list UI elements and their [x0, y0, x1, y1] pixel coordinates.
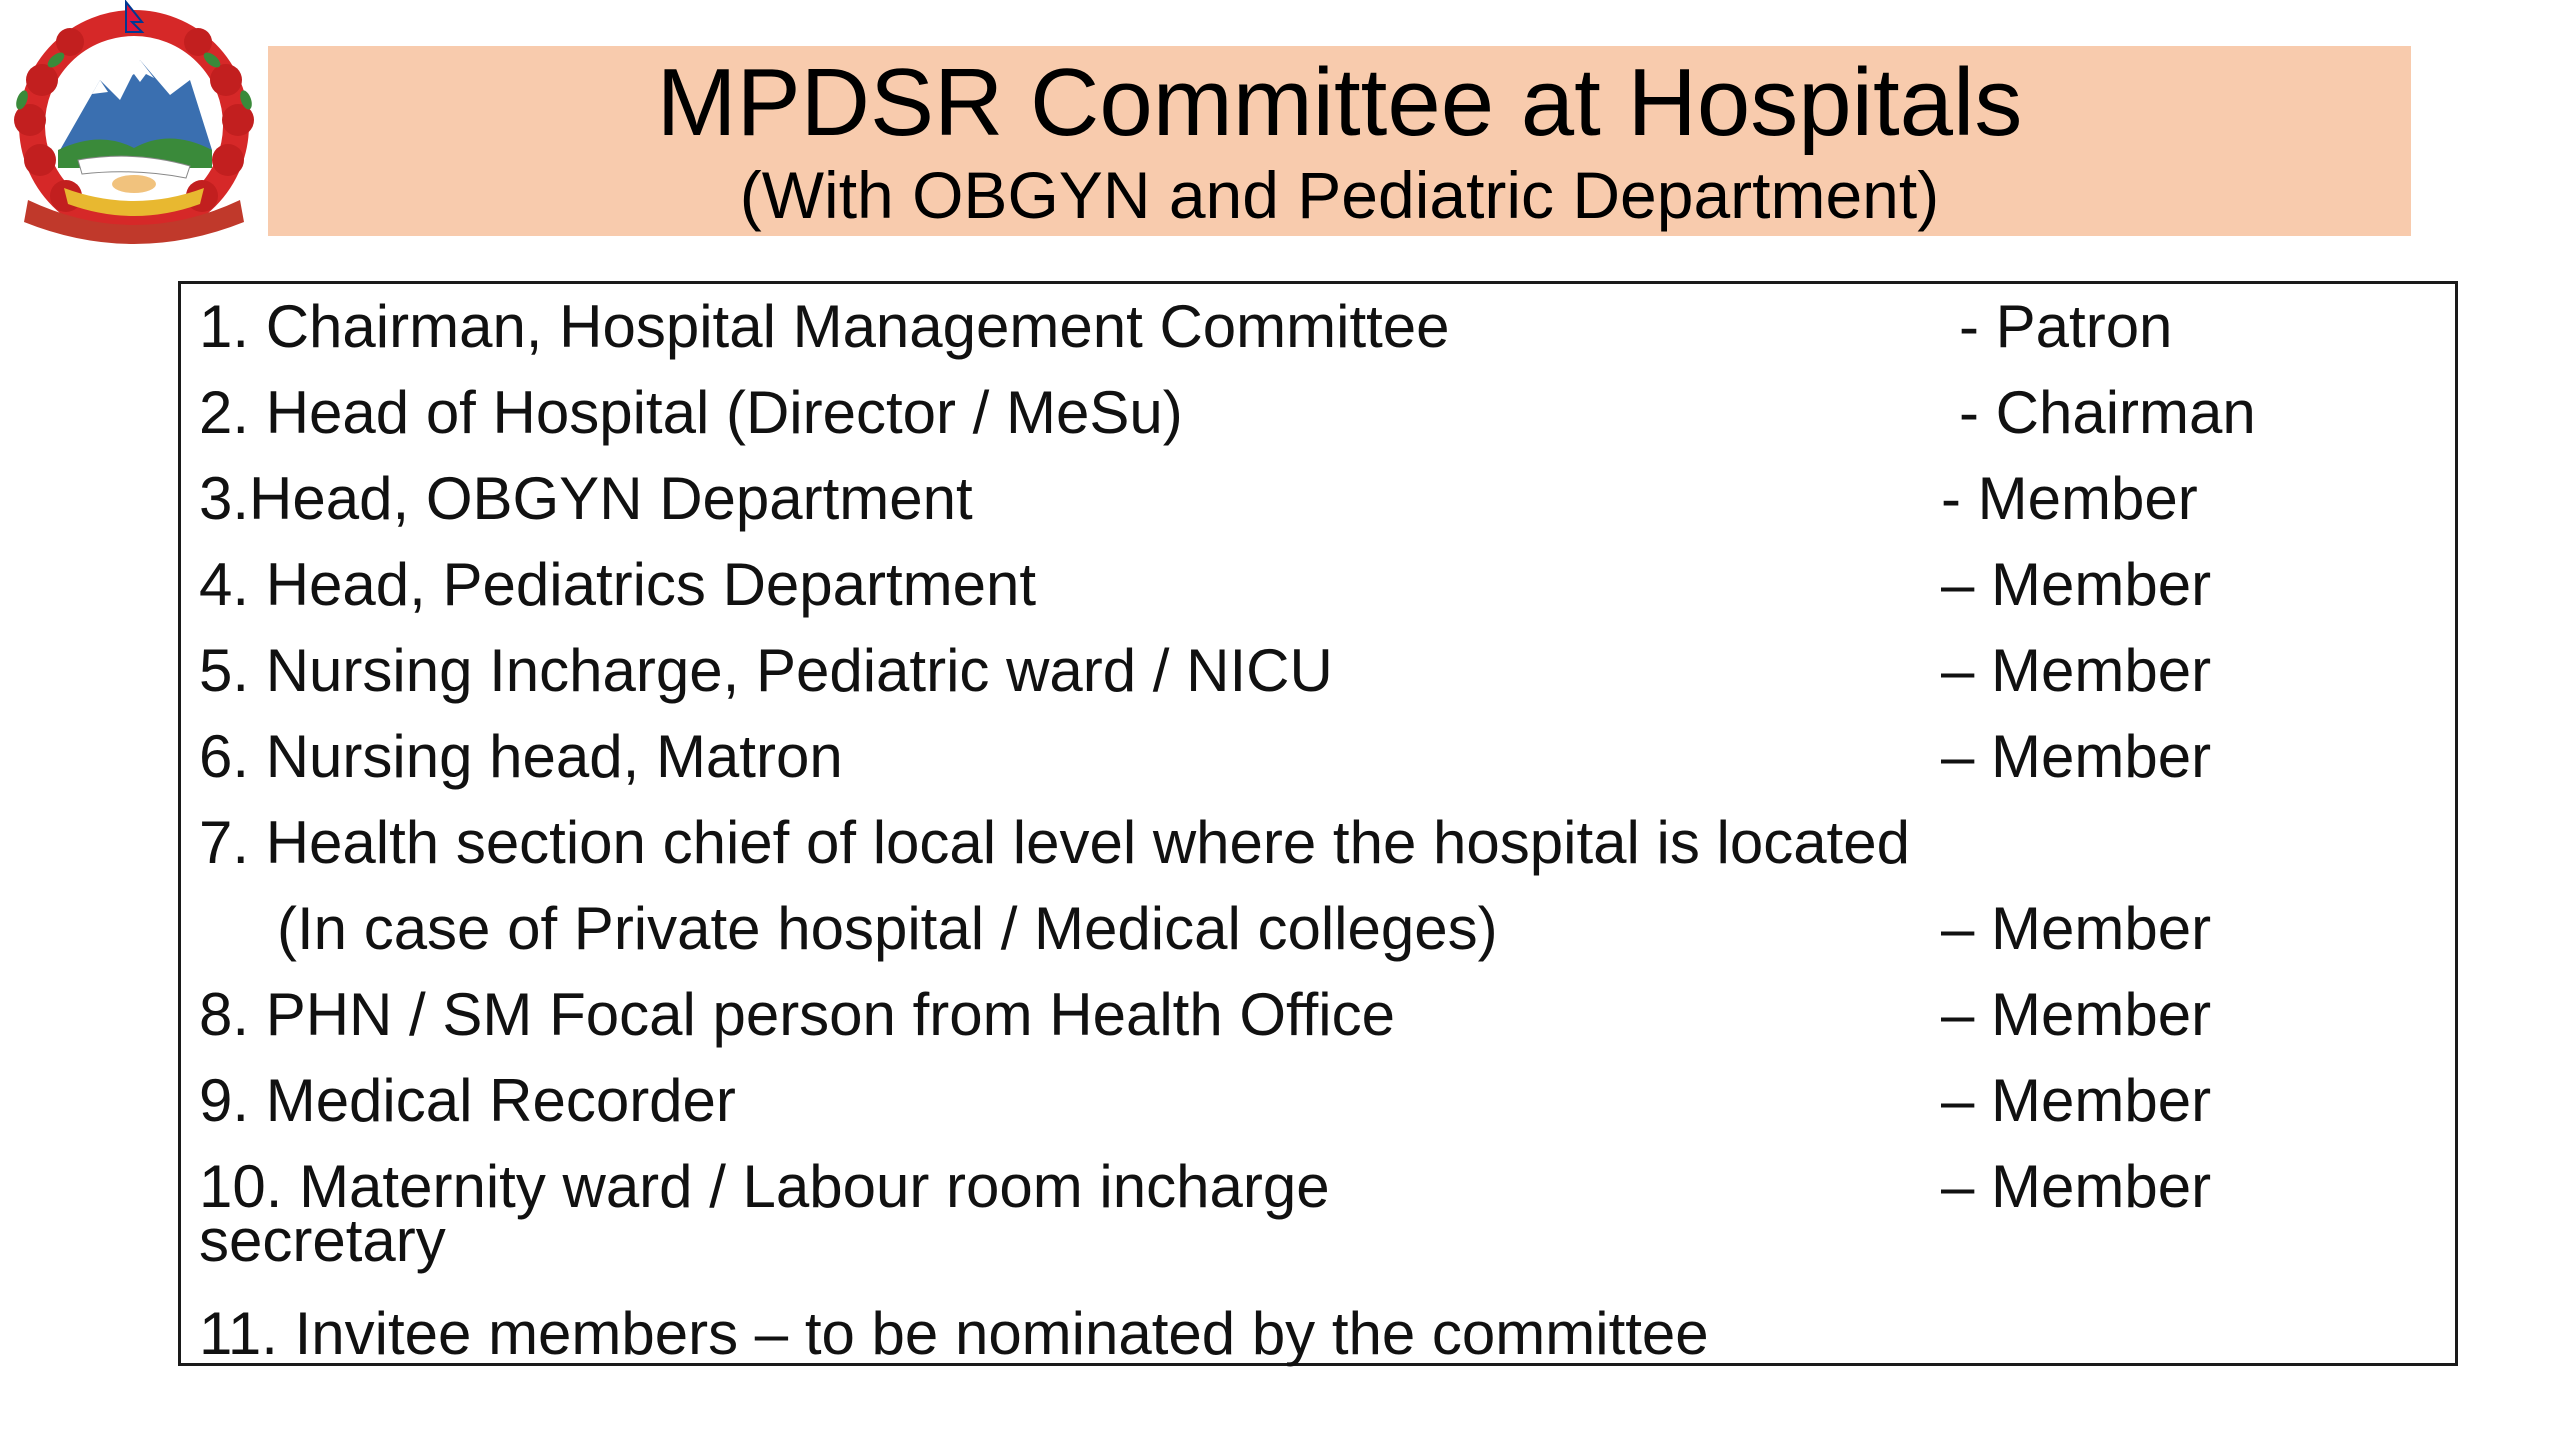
member-label: 5. Nursing Incharge, Pediatric ward / NICU — [199, 637, 1333, 704]
list-item — [181, 1294, 2455, 1374]
list-item — [181, 1147, 2455, 1227]
list-item — [181, 545, 2455, 625]
member-label: 2. Head of Hospital (Director / MeSu) — [199, 379, 1183, 446]
list-item — [181, 631, 2455, 711]
member-role: - Member — [1941, 465, 2198, 532]
member-label: 1. Chairman, Hospital Management Committee — [199, 293, 1450, 360]
nepal-emblem-icon — [0, 0, 268, 245]
member-role: – Member — [1941, 1067, 2212, 1134]
list-item — [181, 889, 2455, 969]
member-role: – Member — [1941, 723, 2212, 790]
page-subtitle: (With OBGYN and Pediatric Department) — [739, 158, 1940, 232]
page-title: MPDSR Committee at Hospitals — [656, 49, 2023, 156]
member-role: – Member — [1941, 1153, 2212, 1220]
member-role: – Member — [1941, 637, 2212, 704]
member-label: 9. Medical Recorder — [199, 1067, 736, 1134]
list-item — [181, 975, 2455, 1055]
list-item — [181, 717, 2455, 797]
member-label: 8. PHN / SM Focal person from Health Office — [199, 981, 1395, 1048]
member-role: - Patron — [1959, 293, 2173, 360]
list-item — [181, 373, 2455, 453]
member-label: 7. Health section chief of local level where the hospital is located — [199, 809, 1910, 876]
member-label: 3.Head, OBGYN Department — [199, 465, 973, 532]
list-item — [181, 459, 2455, 539]
member-role: - Chairman — [1959, 379, 2256, 446]
member-label: 4. Head, Pediatrics Department — [199, 551, 1037, 618]
list-item — [181, 803, 2455, 883]
member-role: – Member — [1941, 895, 2212, 962]
list-item — [181, 287, 2455, 367]
member-role: – Member — [1941, 551, 2212, 618]
member-label: (In case of Private hospital / Medical colleges) — [277, 895, 1498, 962]
member-label: 11. Invitee members – to be nominated by the committee — [199, 1300, 1709, 1367]
committee-member-list — [178, 281, 2458, 1366]
member-label: 6. Nursing head, Matron — [199, 723, 843, 790]
secretary-note: secretary — [199, 1207, 446, 1274]
title-banner — [268, 46, 2411, 236]
member-label: 10. Maternity ward / Labour room incharge — [199, 1153, 1330, 1220]
list-item — [181, 1061, 2455, 1141]
member-role: – Member — [1941, 981, 2212, 1048]
